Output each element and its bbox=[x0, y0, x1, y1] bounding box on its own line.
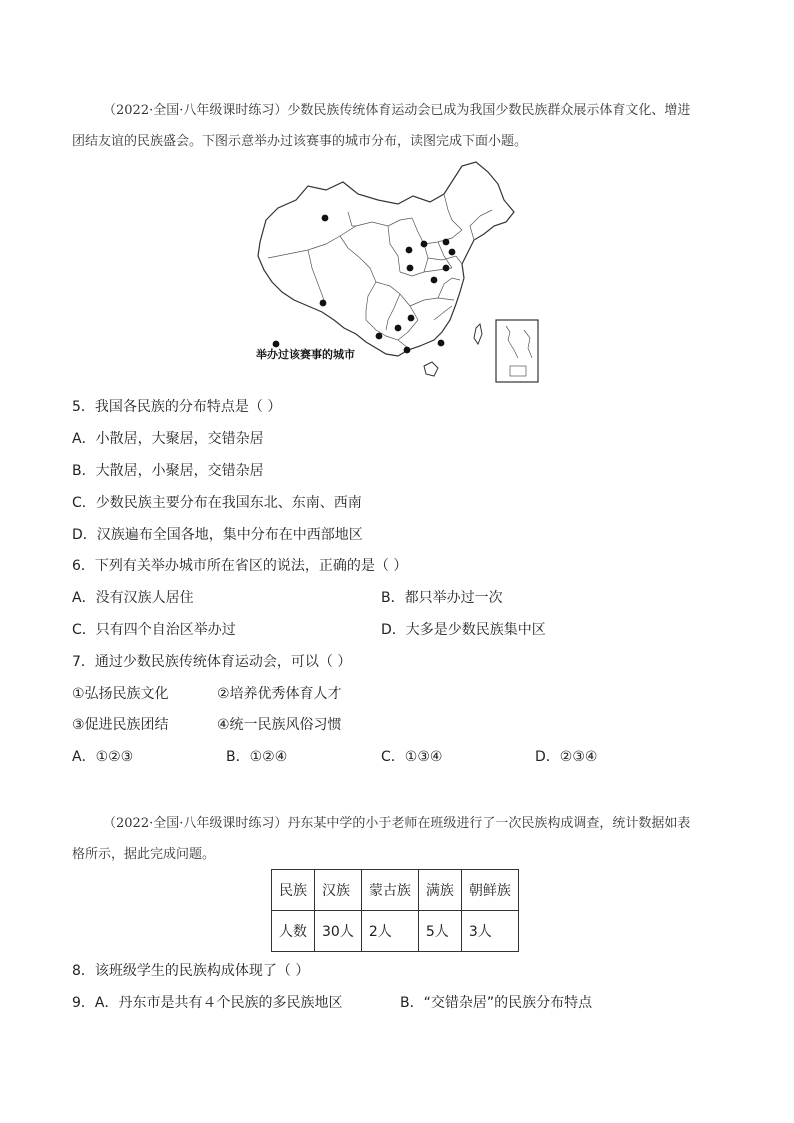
q5-option-a: A．小散居，大聚居，交错杂居 bbox=[72, 431, 264, 447]
q5-option-c: C．少数民族主要分布在我国东北、东南、西南 bbox=[72, 495, 362, 511]
q9-option-a: 9．A．丹东市是共有４个民族的多民族地区 bbox=[72, 995, 343, 1011]
table-cell: 30人 bbox=[315, 911, 362, 952]
table-cell: 2人 bbox=[361, 911, 418, 952]
table-cell: 朝鲜族 bbox=[461, 870, 518, 911]
host-city-marker bbox=[406, 247, 413, 254]
q5-stem: 5．我国各民族的分布特点是（ ） bbox=[72, 399, 282, 415]
q7-option-a: A．①②③ bbox=[72, 749, 134, 765]
q5-option-d: D．汉族遍布全国各地，集中分布在中西部地区 bbox=[72, 527, 363, 543]
taiwan-island bbox=[474, 324, 482, 344]
table-cell: 人数 bbox=[272, 911, 315, 952]
q7-statement-1: ①弘扬民族文化 bbox=[72, 686, 169, 702]
q6-option-c: C．只有四个自治区举办过 bbox=[72, 622, 236, 638]
table-cell: 3人 bbox=[461, 911, 518, 952]
q6-option-b: B．都只举办过一次 bbox=[381, 590, 503, 606]
host-city-marker bbox=[395, 325, 402, 332]
china-map-figure bbox=[248, 160, 548, 388]
intro2-line-1: （2022·全国·八年级课时练习）丹东某中学的小于老师在班级进行了一次民族构成调查，统计数据如表 bbox=[103, 816, 691, 831]
host-city-marker bbox=[404, 347, 411, 354]
host-city-marker bbox=[421, 241, 428, 248]
table-header-row bbox=[272, 870, 519, 911]
table-row bbox=[272, 911, 519, 952]
host-city-marker bbox=[443, 265, 450, 272]
hainan-island bbox=[424, 362, 438, 376]
host-city-markers bbox=[273, 215, 456, 354]
intro2-line-2: 格所示，据此完成问题。 bbox=[72, 847, 216, 862]
host-city-marker bbox=[431, 277, 438, 284]
table-cell: 5人 bbox=[418, 911, 461, 952]
table-cell: 汉族 bbox=[315, 870, 362, 911]
table-cell: 满族 bbox=[418, 870, 461, 911]
ethnic-survey-table bbox=[271, 869, 519, 952]
host-city-marker bbox=[443, 239, 450, 246]
q7-stem: 7．通过少数民族传统体育运动会，可以（ ） bbox=[72, 654, 352, 670]
host-city-marker bbox=[376, 333, 383, 340]
q6-option-d: D．大多是少数民族集中区 bbox=[381, 622, 546, 638]
intro-line-2: 团结友谊的民族盛会。下图示意举办过该赛事的城市分布，读图完成下面小题。 bbox=[72, 134, 528, 149]
province-borders bbox=[268, 194, 492, 348]
q7-statement-2: ②培养优秀体育人才 bbox=[217, 686, 342, 702]
host-city-marker bbox=[320, 300, 327, 307]
host-city-marker bbox=[408, 315, 415, 322]
q7-statement-4: ④统一民族风俗习惯 bbox=[217, 717, 342, 733]
map-legend-label: 举办过该赛事的城市 bbox=[256, 348, 355, 361]
china-outline bbox=[258, 162, 514, 356]
host-city-marker bbox=[449, 249, 456, 256]
q7-option-b: B．①②④ bbox=[226, 749, 288, 765]
q9-option-b: B．“交错杂居”的民族分布特点 bbox=[400, 995, 593, 1011]
intro-line-1: （2022·全国·八年级课时练习）少数民族传统体育运动会已成为我国少数民族群众展示体育文化、增进 bbox=[103, 103, 691, 118]
q7-option-c: C．①③④ bbox=[381, 749, 443, 765]
q6-stem: 6．下列有关举办城市所在省区的说法，正确的是（ ） bbox=[72, 558, 408, 574]
host-city-marker bbox=[322, 215, 329, 222]
q6-option-a: A．没有汉族人居住 bbox=[72, 590, 194, 606]
q8-stem: 8．该班级学生的民族构成体现了（ ） bbox=[72, 963, 310, 979]
q7-statement-3: ③促进民族团结 bbox=[72, 717, 169, 733]
host-city-marker bbox=[438, 340, 445, 347]
q7-option-d: D．②③④ bbox=[535, 749, 598, 765]
table-cell: 蒙古族 bbox=[361, 870, 418, 911]
host-city-marker bbox=[407, 265, 414, 272]
q5-option-b: B．大散居，小聚居，交错杂居 bbox=[72, 463, 264, 479]
south-china-sea-inset bbox=[496, 320, 538, 382]
table-cell: 民族 bbox=[272, 870, 315, 911]
